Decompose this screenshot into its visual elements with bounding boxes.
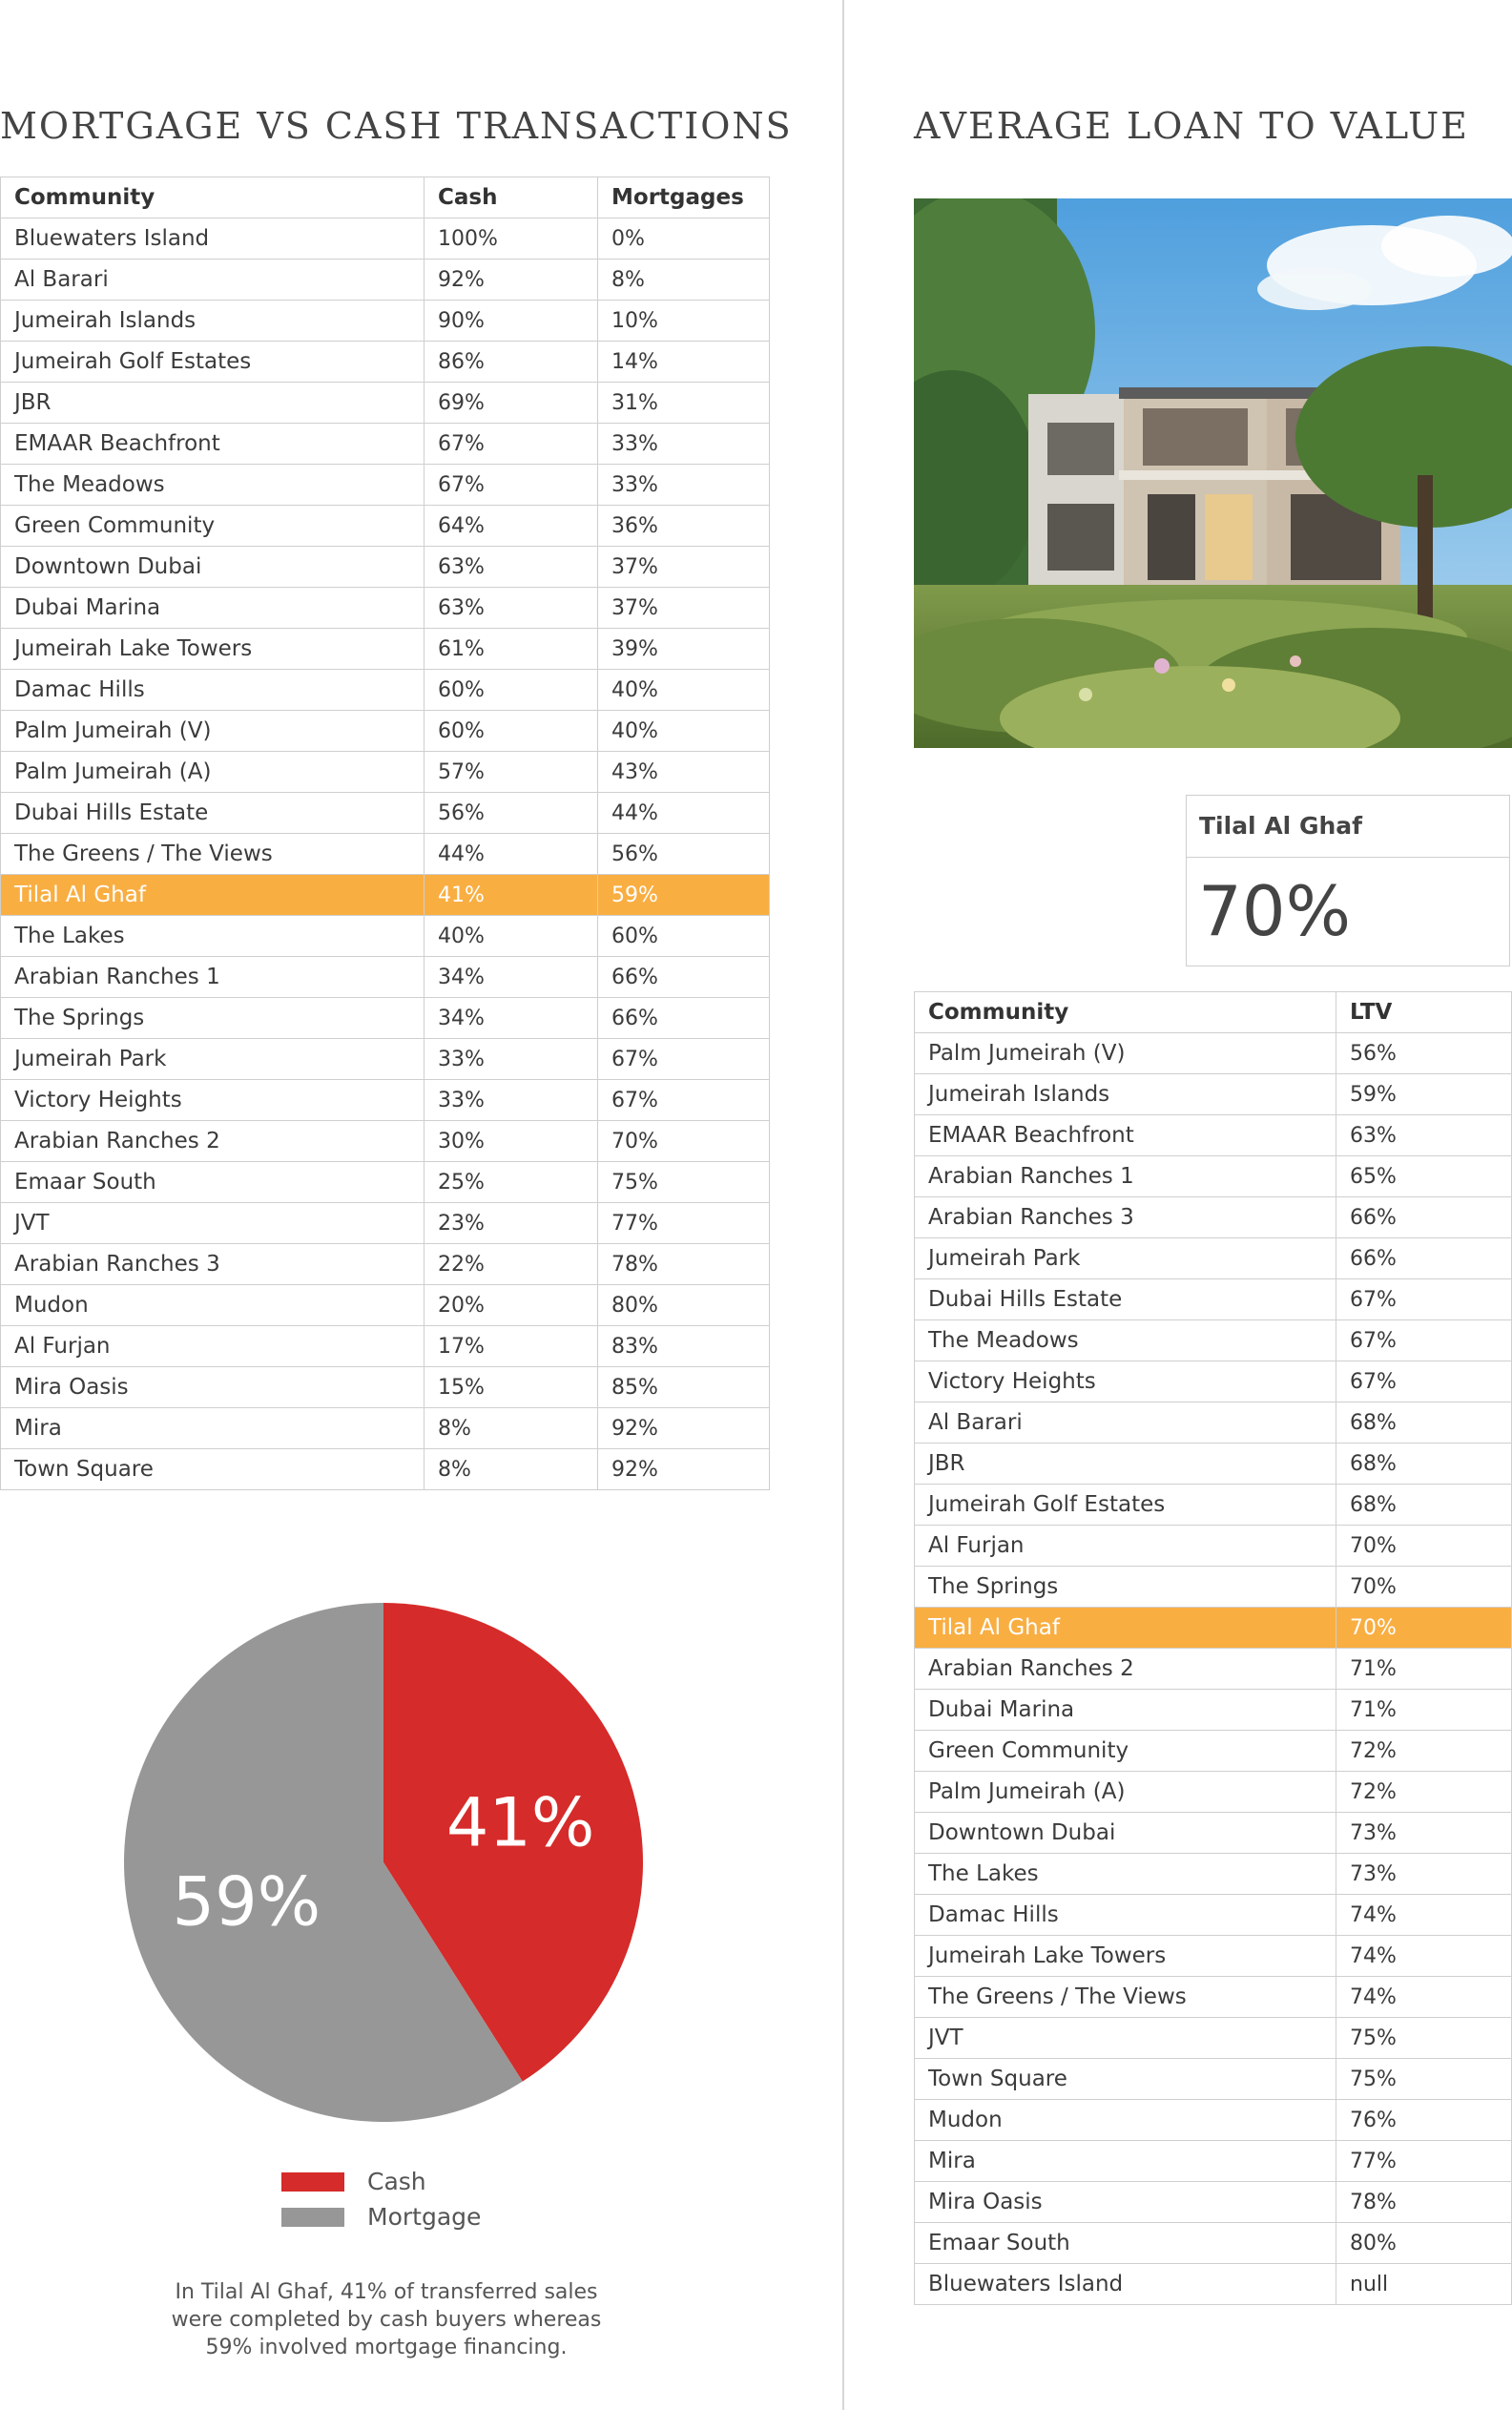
- table-row: [1, 1326, 770, 1367]
- cell-community: Jumeirah Park: [915, 1238, 1336, 1279]
- cell-cash: 60%: [425, 711, 598, 752]
- cell-community: Arabian Ranches 1: [1, 957, 425, 998]
- cell-mortgages: 0%: [598, 218, 770, 260]
- caption-line: were completed by cash buyers whereas: [171, 2308, 602, 2332]
- table-row: [1, 957, 770, 998]
- mortgage-vs-cash-title: MORTGAGE VS CASH TRANSACTIONS: [0, 105, 793, 147]
- table-row: [915, 2141, 1512, 2182]
- cell-mortgages: 77%: [598, 1203, 770, 1244]
- cell-community: Arabian Ranches 2: [915, 1649, 1336, 1690]
- header-community: Community: [915, 992, 1336, 1033]
- cell-community: Jumeirah Lake Towers: [915, 1936, 1336, 1977]
- cell-mortgages: 37%: [598, 547, 770, 588]
- table-row: [1, 1162, 770, 1203]
- table-header-row: [915, 992, 1512, 1033]
- cell-ltv: 75%: [1336, 2059, 1512, 2100]
- cell-ltv: 70%: [1336, 1526, 1512, 1567]
- cell-ltv: 56%: [1336, 1033, 1512, 1074]
- cell-mortgages: 67%: [598, 1080, 770, 1121]
- legend-item-cash: [281, 2164, 481, 2199]
- cell-mortgages: 83%: [598, 1326, 770, 1367]
- cell-community: The Greens / The Views: [915, 1977, 1336, 2018]
- cell-community: The Springs: [915, 1567, 1336, 1608]
- cell-cash: 61%: [425, 629, 598, 670]
- cell-community: Jumeirah Islands: [915, 1074, 1336, 1115]
- cell-mortgages: 43%: [598, 752, 770, 793]
- cell-cash: 41%: [425, 875, 598, 916]
- cell-community: Jumeirah Park: [1, 1039, 425, 1080]
- cell-ltv: 80%: [1336, 2223, 1512, 2264]
- cell-mortgages: 60%: [598, 916, 770, 957]
- cell-cash: 57%: [425, 752, 598, 793]
- cell-community: Emaar South: [915, 2223, 1336, 2264]
- cell-community: Green Community: [1, 506, 425, 547]
- cell-community: Arabian Ranches 3: [915, 1197, 1336, 1238]
- table-row: [915, 1197, 1512, 1238]
- cell-ltv: 74%: [1336, 1936, 1512, 1977]
- cell-community: Palm Jumeirah (A): [915, 1772, 1336, 1813]
- cell-mortgages: 44%: [598, 793, 770, 834]
- cell-community: The Greens / The Views: [1, 834, 425, 875]
- cell-community: Damac Hills: [915, 1895, 1336, 1936]
- table-row: [915, 1279, 1512, 1320]
- table-row: [915, 1444, 1512, 1485]
- cell-community: Mudon: [1, 1285, 425, 1326]
- cell-community: Emaar South: [1, 1162, 425, 1203]
- cell-ltv: 67%: [1336, 1279, 1512, 1320]
- legend-label-mortgage: Mortgage: [367, 2203, 482, 2231]
- table-row: [1, 1080, 770, 1121]
- legend-label-cash: Cash: [367, 2168, 426, 2195]
- cell-ltv: null: [1336, 2264, 1512, 2305]
- cell-cash: 44%: [425, 834, 598, 875]
- cell-community: Victory Heights: [915, 1361, 1336, 1402]
- cell-mortgages: 8%: [598, 260, 770, 301]
- table-row: [915, 1238, 1512, 1279]
- cell-community: Jumeirah Golf Estates: [915, 1485, 1336, 1526]
- table-row: [1, 1449, 770, 1490]
- table-row: [1, 998, 770, 1039]
- table-row: [915, 1361, 1512, 1402]
- cell-ltv: 71%: [1336, 1649, 1512, 1690]
- cell-mortgages: 78%: [598, 1244, 770, 1285]
- cell-cash: 63%: [425, 547, 598, 588]
- header-cash: Cash: [425, 177, 598, 218]
- cell-community: Jumeirah Golf Estates: [1, 342, 425, 383]
- cell-community: Town Square: [1, 1449, 425, 1490]
- cell-ltv: 59%: [1336, 1074, 1512, 1115]
- cell-community: Tilal Al Ghaf: [1, 875, 425, 916]
- header-mortgages: Mortgages: [598, 177, 770, 218]
- table-row: [1, 465, 770, 506]
- cell-community: JVT: [1, 1203, 425, 1244]
- cell-cash: 15%: [425, 1367, 598, 1408]
- table-row: [915, 1567, 1512, 1608]
- cell-community: Green Community: [915, 1731, 1336, 1772]
- table-row: [1, 793, 770, 834]
- cell-community: EMAAR Beachfront: [1, 424, 425, 465]
- cell-mortgages: 92%: [598, 1449, 770, 1490]
- cell-community: JBR: [915, 1444, 1336, 1485]
- cell-mortgages: 92%: [598, 1408, 770, 1449]
- cell-cash: 25%: [425, 1162, 598, 1203]
- cell-community: The Springs: [1, 998, 425, 1039]
- table-row: [915, 1895, 1512, 1936]
- cell-mortgages: 75%: [598, 1162, 770, 1203]
- cell-ltv: 67%: [1336, 1320, 1512, 1361]
- cell-mortgages: 14%: [598, 342, 770, 383]
- cell-cash: 33%: [425, 1039, 598, 1080]
- legend-swatch-cash: [281, 2172, 344, 2192]
- table-row: [915, 1731, 1512, 1772]
- cell-ltv: 66%: [1336, 1238, 1512, 1279]
- cell-cash: 90%: [425, 301, 598, 342]
- cell-mortgages: 85%: [598, 1367, 770, 1408]
- table-row: [1, 383, 770, 424]
- cell-community: Palm Jumeirah (V): [915, 1033, 1336, 1074]
- table-row: [915, 1074, 1512, 1115]
- cell-mortgages: 37%: [598, 588, 770, 629]
- cell-mortgages: 36%: [598, 506, 770, 547]
- table-row: [915, 1526, 1512, 1567]
- table-row: [915, 1649, 1512, 1690]
- cell-cash: 30%: [425, 1121, 598, 1162]
- cell-ltv: 68%: [1336, 1402, 1512, 1444]
- table-row: [1, 218, 770, 260]
- table-row: [1, 916, 770, 957]
- cell-ltv: 68%: [1336, 1485, 1512, 1526]
- pie-legend: [281, 2164, 481, 2234]
- cell-ltv: 74%: [1336, 1977, 1512, 2018]
- cell-ltv: 70%: [1336, 1567, 1512, 1608]
- cell-ltv: 71%: [1336, 1690, 1512, 1731]
- table-row: [1, 1121, 770, 1162]
- cell-community: Mira: [1, 1408, 425, 1449]
- cell-community: Downtown Dubai: [915, 1813, 1336, 1854]
- cell-community: Victory Heights: [1, 1080, 425, 1121]
- table-row: [915, 2264, 1512, 2305]
- cell-community: Mira: [915, 2141, 1336, 2182]
- cell-community: Dubai Marina: [915, 1690, 1336, 1731]
- cell-community: The Lakes: [915, 1854, 1336, 1895]
- table-row: [915, 1485, 1512, 1526]
- pie-label-cash: 41%: [445, 1783, 595, 1862]
- cell-community: Mudon: [915, 2100, 1336, 2141]
- cell-ltv: 68%: [1336, 1444, 1512, 1485]
- cell-ltv: 77%: [1336, 2141, 1512, 2182]
- cell-community: Jumeirah Islands: [1, 301, 425, 342]
- cell-mortgages: 31%: [598, 383, 770, 424]
- table-row: [1, 301, 770, 342]
- cell-community: Al Barari: [1, 260, 425, 301]
- legend-item-mortgage: [281, 2199, 481, 2234]
- cell-cash: 100%: [425, 218, 598, 260]
- caption-line: 59% involved mortgage financing.: [205, 2336, 568, 2359]
- table-row: [915, 1156, 1512, 1197]
- table-row: [1, 1039, 770, 1080]
- cell-community: The Lakes: [1, 916, 425, 957]
- caption-line: In Tilal Al Ghaf, 41% of transferred sales: [175, 2280, 598, 2304]
- cell-ltv: 78%: [1336, 2182, 1512, 2223]
- pie-caption: [95, 2278, 677, 2361]
- cell-mortgages: 80%: [598, 1285, 770, 1326]
- cell-community: EMAAR Beachfront: [915, 1115, 1336, 1156]
- table-row: [915, 1936, 1512, 1977]
- header-community: Community: [1, 177, 425, 218]
- table-row: [1, 1408, 770, 1449]
- table-row: [915, 1320, 1512, 1361]
- average-ltv-title: AVERAGE LOAN TO VALUE: [914, 105, 1469, 147]
- cell-community: Dubai Hills Estate: [915, 1279, 1336, 1320]
- table-row: [915, 2223, 1512, 2264]
- ltv-card-value: 70%: [1198, 871, 1352, 951]
- cell-mortgages: 66%: [598, 998, 770, 1039]
- cell-community: Town Square: [915, 2059, 1336, 2100]
- cell-community: Dubai Hills Estate: [1, 793, 425, 834]
- cell-community: Tilal Al Ghaf: [915, 1608, 1336, 1649]
- table-row: [1, 834, 770, 875]
- cell-community: Mira Oasis: [1, 1367, 425, 1408]
- cell-community: Palm Jumeirah (V): [1, 711, 425, 752]
- table-row: [915, 2100, 1512, 2141]
- cell-cash: 34%: [425, 998, 598, 1039]
- table-row: [1, 1367, 770, 1408]
- cell-mortgages: 33%: [598, 465, 770, 506]
- cell-community: The Meadows: [915, 1320, 1336, 1361]
- cell-ltv: 66%: [1336, 1197, 1512, 1238]
- table-row: [915, 1854, 1512, 1895]
- cell-cash: 92%: [425, 260, 598, 301]
- cell-mortgages: 67%: [598, 1039, 770, 1080]
- cell-mortgages: 10%: [598, 301, 770, 342]
- cell-cash: 33%: [425, 1080, 598, 1121]
- cell-ltv: 74%: [1336, 1895, 1512, 1936]
- column-divider: [842, 0, 844, 2410]
- table-header-row: [1, 177, 770, 218]
- table-row: [915, 2059, 1512, 2100]
- cell-community: Downtown Dubai: [1, 547, 425, 588]
- cell-community: Palm Jumeirah (A): [1, 752, 425, 793]
- cell-cash: 69%: [425, 383, 598, 424]
- cell-mortgages: 70%: [598, 1121, 770, 1162]
- legend-swatch-mortgage: [281, 2208, 344, 2227]
- tilal-al-ghaf-ltv-card: [1186, 795, 1510, 966]
- cell-community: Al Furjan: [915, 1526, 1336, 1567]
- cell-cash: 56%: [425, 793, 598, 834]
- table-row: [1, 629, 770, 670]
- cell-community: JVT: [915, 2018, 1336, 2059]
- table-row: [915, 1033, 1512, 1074]
- cell-community: Al Barari: [915, 1402, 1336, 1444]
- table-row: [1, 1244, 770, 1285]
- cell-cash: 22%: [425, 1244, 598, 1285]
- table-row: [1, 588, 770, 629]
- table-row: [915, 1115, 1512, 1156]
- table-row: [1, 875, 770, 916]
- cell-ltv: 73%: [1336, 1813, 1512, 1854]
- cell-community: Damac Hills: [1, 670, 425, 711]
- cell-community: Al Furjan: [1, 1326, 425, 1367]
- cell-community: The Meadows: [1, 465, 425, 506]
- table-row: [915, 1813, 1512, 1854]
- cell-community: Jumeirah Lake Towers: [1, 629, 425, 670]
- mortgage-vs-cash-table: [0, 177, 770, 1490]
- cell-mortgages: 39%: [598, 629, 770, 670]
- cash-mortgage-pie-chart: [122, 1601, 645, 2124]
- cell-cash: 64%: [425, 506, 598, 547]
- table-row: [915, 1402, 1512, 1444]
- table-row: [1, 506, 770, 547]
- table-row: [1, 260, 770, 301]
- cell-community: Mira Oasis: [915, 2182, 1336, 2223]
- table-row: [915, 2018, 1512, 2059]
- cell-cash: 40%: [425, 916, 598, 957]
- table-row: [1, 1285, 770, 1326]
- cell-community: Arabian Ranches 3: [1, 1244, 425, 1285]
- cell-cash: 17%: [425, 1326, 598, 1367]
- ltv-card-label: Tilal Al Ghaf: [1187, 796, 1509, 858]
- table-row: [1, 424, 770, 465]
- villa-illustration: [914, 198, 1512, 748]
- cell-community: JBR: [1, 383, 425, 424]
- cell-community: Arabian Ranches 1: [915, 1156, 1336, 1197]
- table-row: [915, 1690, 1512, 1731]
- table-row: [915, 2182, 1512, 2223]
- cell-mortgages: 40%: [598, 670, 770, 711]
- cell-community: Bluewaters Island: [915, 2264, 1336, 2305]
- cell-cash: 86%: [425, 342, 598, 383]
- cell-mortgages: 33%: [598, 424, 770, 465]
- cell-cash: 67%: [425, 465, 598, 506]
- table-row: [1, 752, 770, 793]
- cell-ltv: 70%: [1336, 1608, 1512, 1649]
- cell-cash: 20%: [425, 1285, 598, 1326]
- cell-cash: 8%: [425, 1408, 598, 1449]
- cell-community: Bluewaters Island: [1, 218, 425, 260]
- cell-cash: 60%: [425, 670, 598, 711]
- table-row: [915, 1772, 1512, 1813]
- pie-label-mortgage: 59%: [172, 1862, 321, 1942]
- cell-cash: 67%: [425, 424, 598, 465]
- table-row: [1, 547, 770, 588]
- cell-ltv: 67%: [1336, 1361, 1512, 1402]
- cell-cash: 34%: [425, 957, 598, 998]
- cell-ltv: 72%: [1336, 1772, 1512, 1813]
- cell-mortgages: 56%: [598, 834, 770, 875]
- table-row: [915, 1977, 1512, 2018]
- cell-mortgages: 66%: [598, 957, 770, 998]
- cell-ltv: 76%: [1336, 2100, 1512, 2141]
- cell-community: Arabian Ranches 2: [1, 1121, 425, 1162]
- cell-mortgages: 40%: [598, 711, 770, 752]
- cell-mortgages: 59%: [598, 875, 770, 916]
- cell-ltv: 75%: [1336, 2018, 1512, 2059]
- table-row: [1, 1203, 770, 1244]
- cell-community: Dubai Marina: [1, 588, 425, 629]
- cell-cash: 23%: [425, 1203, 598, 1244]
- cell-cash: 63%: [425, 588, 598, 629]
- table-row: [1, 342, 770, 383]
- cell-ltv: 63%: [1336, 1115, 1512, 1156]
- cell-cash: 8%: [425, 1449, 598, 1490]
- table-row: [1, 711, 770, 752]
- cell-ltv: 65%: [1336, 1156, 1512, 1197]
- table-row: [1, 670, 770, 711]
- cell-ltv: 73%: [1336, 1854, 1512, 1895]
- loan-to-value-table: [914, 991, 1512, 2305]
- cell-ltv: 72%: [1336, 1731, 1512, 1772]
- table-row: [915, 1608, 1512, 1649]
- villa-photo: [914, 198, 1512, 748]
- header-ltv: LTV: [1336, 992, 1512, 1033]
